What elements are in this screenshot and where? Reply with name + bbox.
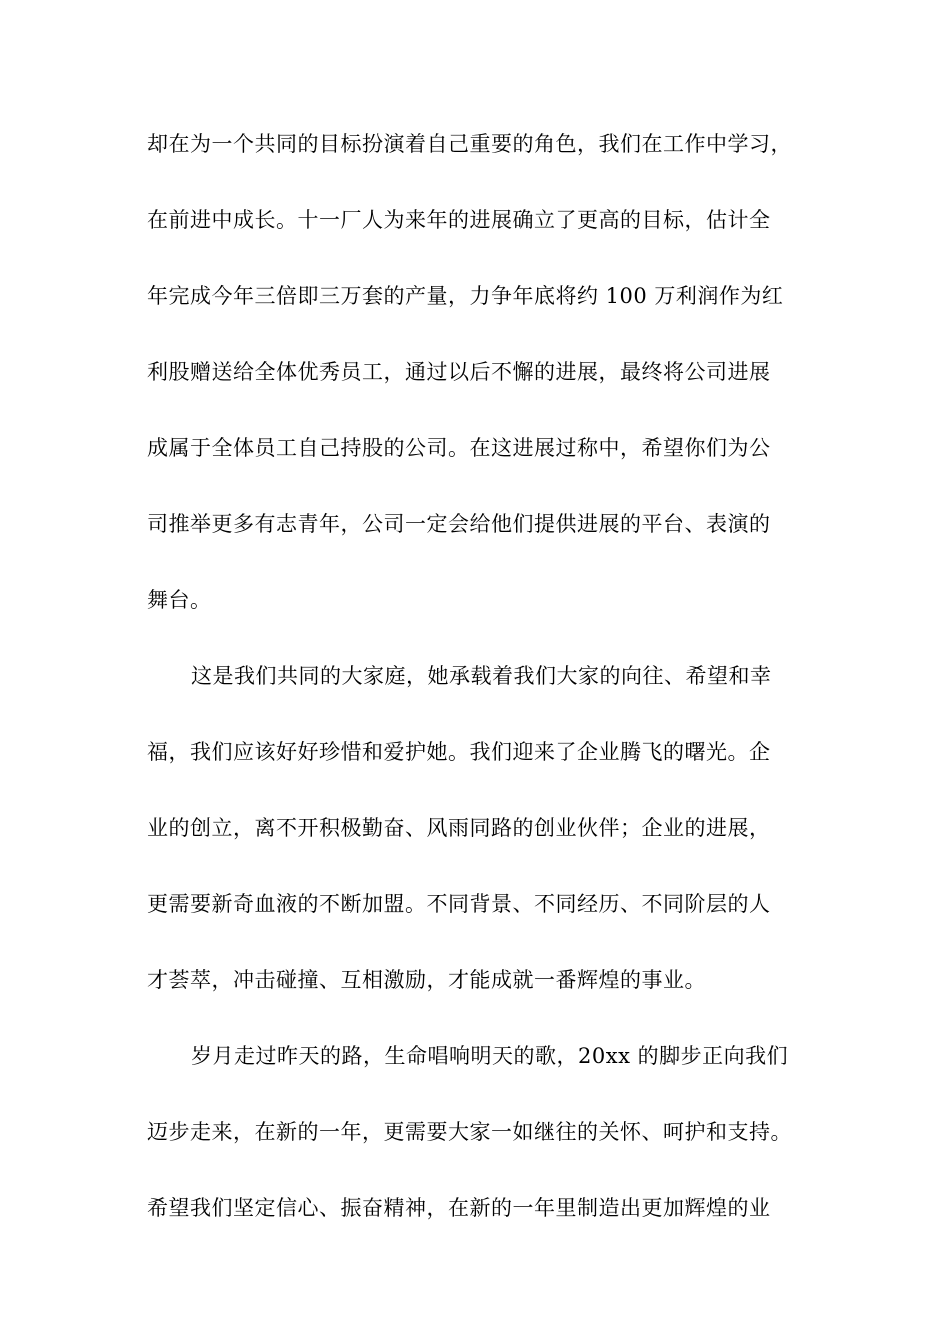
text-line: 成属于全体员工自己持股的公司。在这进展过称中，希望你们为公 xyxy=(147,436,771,460)
body-text xyxy=(147,124,827,1264)
text-line: 利股赠送给全体优秀员工，通过以后不懈的进展，最终将公司进展 xyxy=(147,360,771,384)
text-line: 业的创立，离不开积极勤奋、风雨同路的创业伙伴；企业的进展， xyxy=(147,816,771,840)
text-line: 在前进中成长。十一厂人为来年的进展确立了更高的目标，估计全 xyxy=(147,208,771,232)
text-line: 迈步走来，在新的一年，更需要大家一如继往的关怀、呵护和支持。 xyxy=(147,1120,792,1144)
text-line: 才荟萃，冲击碰撞、互相激励，才能成就一番辉煌的事业。 xyxy=(147,968,706,992)
paragraph-first-line: 这是我们共同的大家庭，她承载着我们大家的向往、希望和幸 xyxy=(191,664,772,688)
text-line: 舞台。 xyxy=(147,588,212,612)
text-line: 年完成今年三倍即三万套的产量，力争年底将约 100 万利润作为红 xyxy=(147,284,784,308)
paragraph-first-line: 岁月走过昨天的路，生命唱响明天的歌，20xx 的脚步正向我们 xyxy=(191,1044,789,1068)
text-line: 却在为一个共同的目标扮演着自己重要的角色，我们在工作中学习， xyxy=(147,132,792,156)
text-line: 福，我们应该好好珍惜和爱护她。我们迎来了企业腾飞的曙光。企 xyxy=(147,740,771,764)
text-line: 希望我们坚定信心、振奋精神，在新的一年里制造出更加辉煌的业 xyxy=(147,1196,771,1220)
text-line: 司推举更多有志青年，公司一定会给他们提供进展的平台、表演的 xyxy=(147,512,771,536)
text-line: 更需要新奇血液的不断加盟。不同背景、不同经历、不同阶层的人 xyxy=(147,892,771,916)
